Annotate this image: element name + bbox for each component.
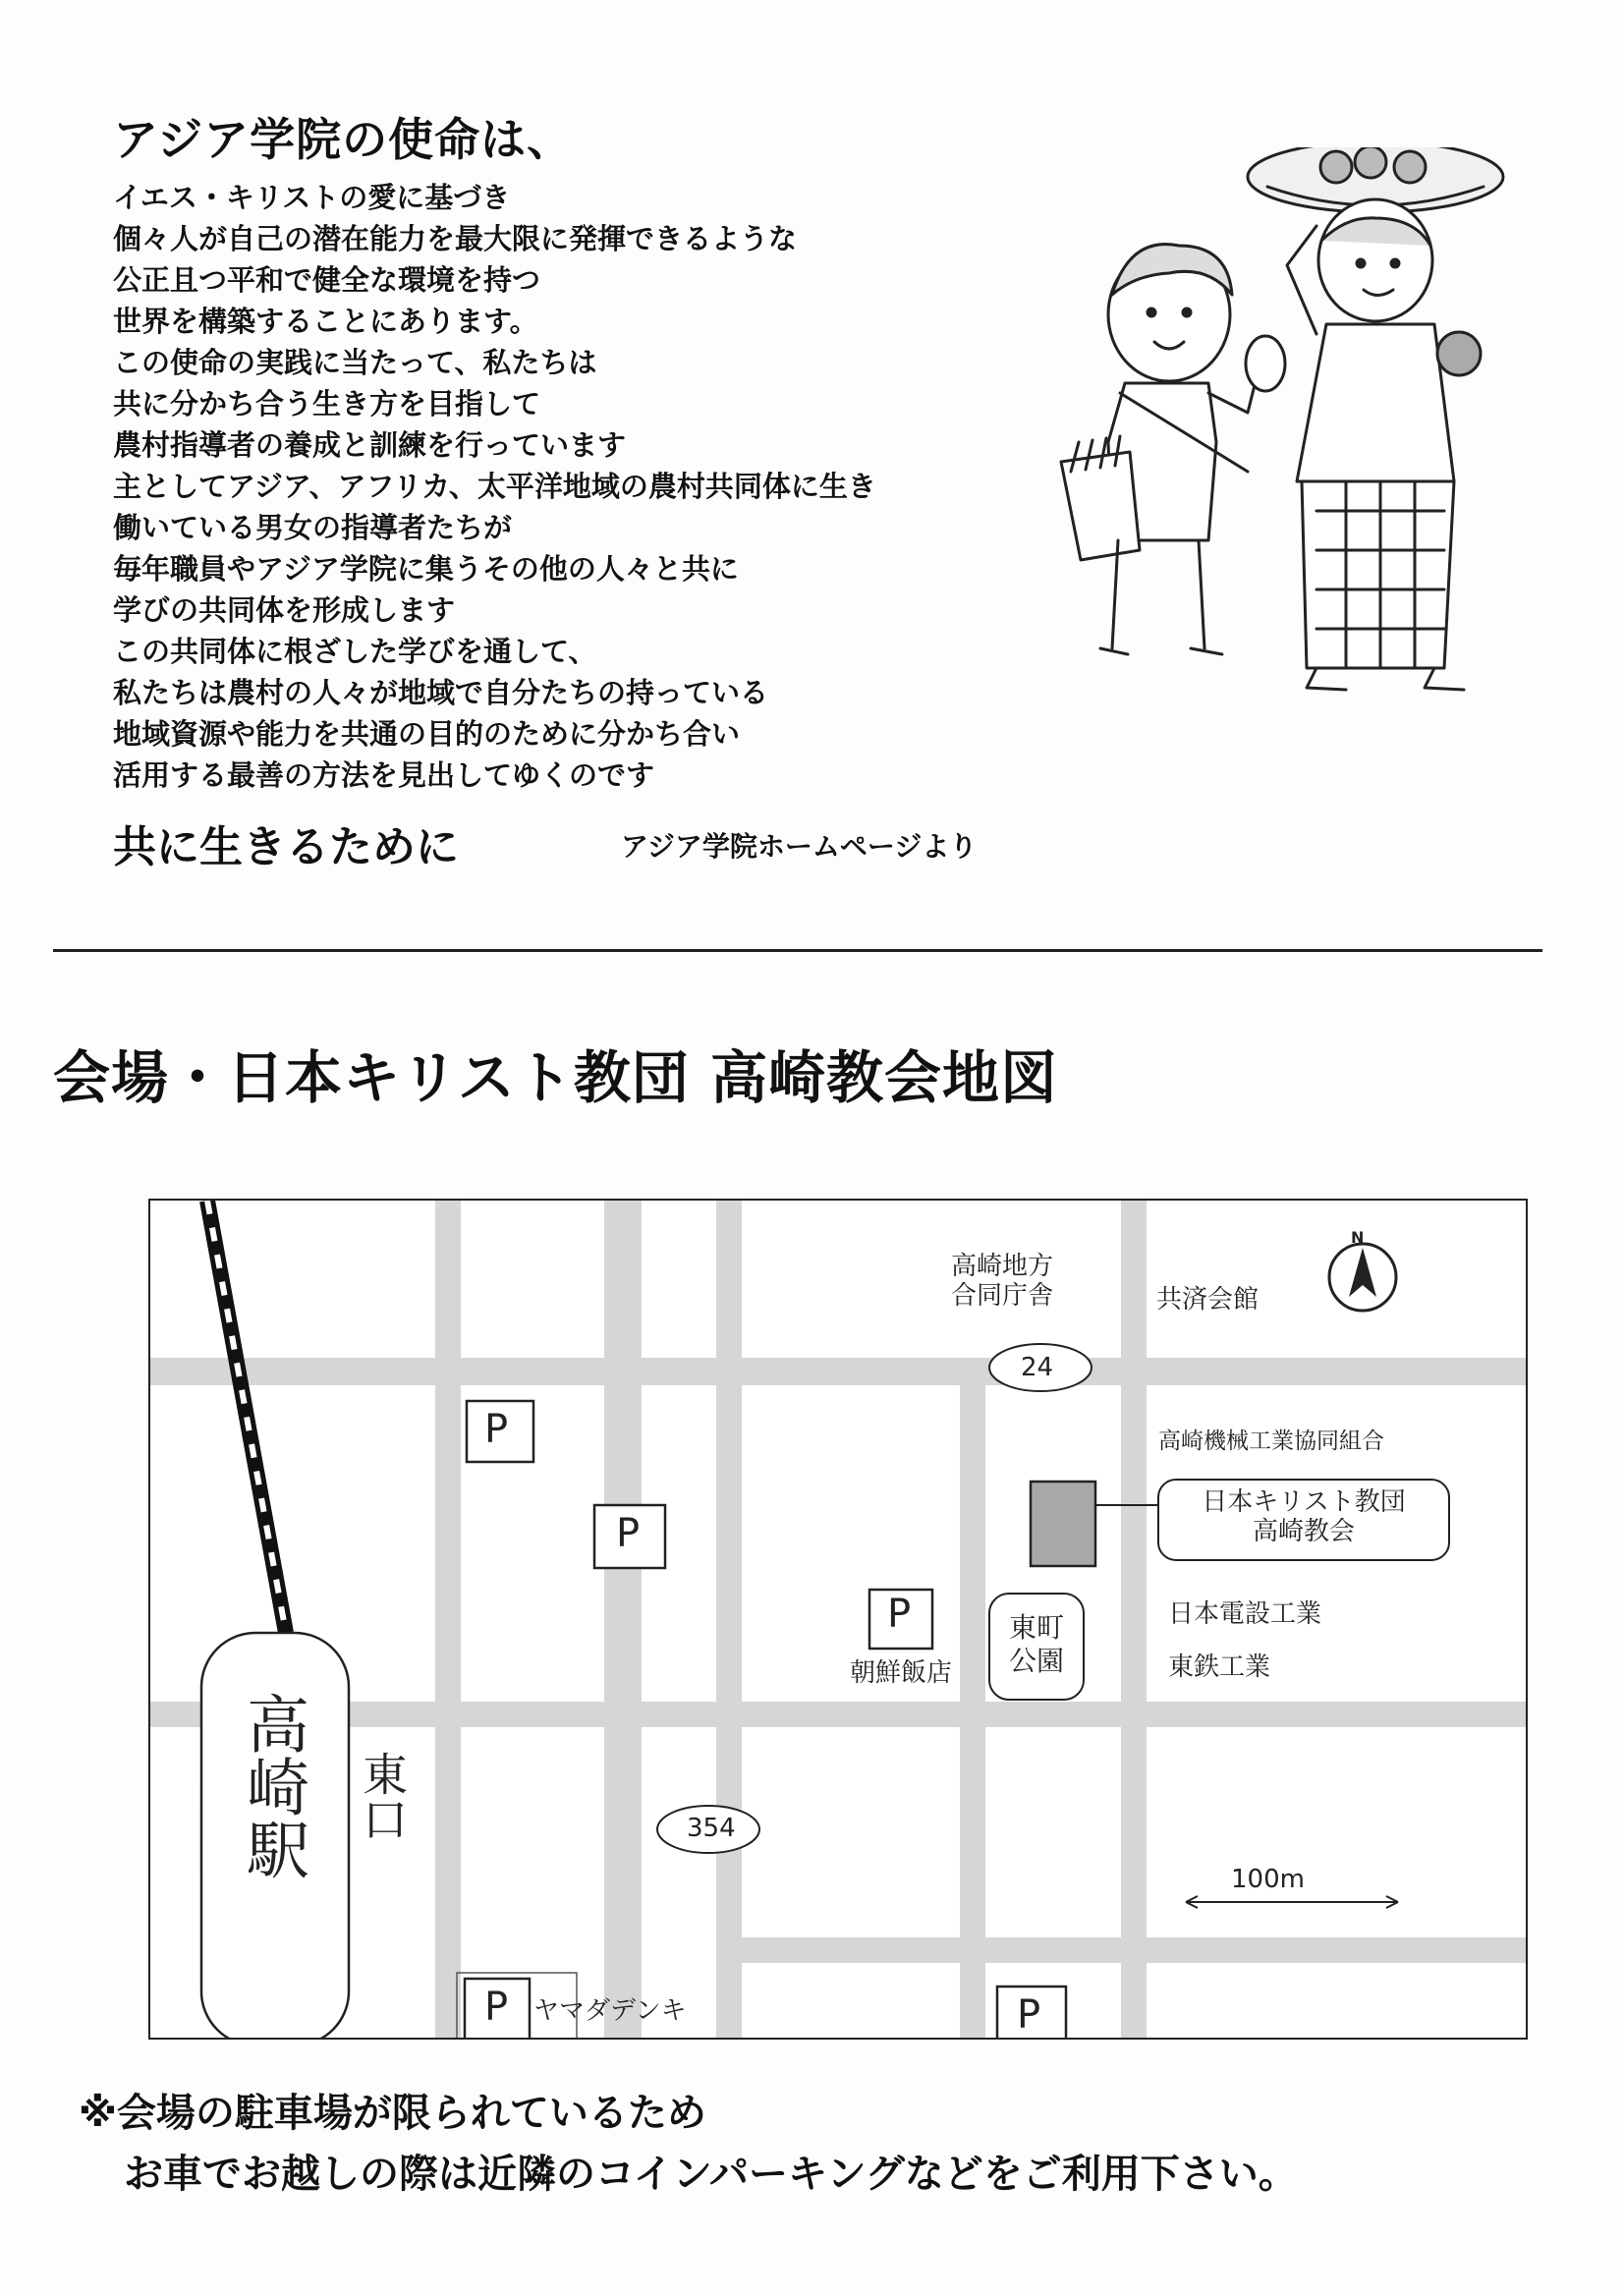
mission-line: この共同体に根ざした学びを通して、 bbox=[113, 635, 597, 668]
parking-note-line-2: お車でお越しの際は近隣のコインパーキングなどをご利用下さい。 bbox=[124, 2152, 1298, 2197]
label-densetsu: 日本電設工業 bbox=[1168, 1599, 1322, 1629]
mission-line: 地域資源や能力を共通の目的のために分かち合い bbox=[113, 717, 741, 751]
parking-marker: P bbox=[616, 1511, 641, 1556]
road-vertical-5 bbox=[1121, 1201, 1147, 2038]
scale-label: 100m bbox=[1231, 1865, 1305, 1894]
section-divider bbox=[53, 949, 1542, 952]
route-354-label: 354 bbox=[687, 1814, 736, 1843]
label-kikai-kumiai: 高崎機械工業協同組合 bbox=[1158, 1428, 1384, 1454]
mission-line: 活用する最善の方法を見出してゆくのです bbox=[113, 758, 655, 792]
mission-line: 世界を構築することにあります。 bbox=[113, 305, 538, 338]
road-vertical-4 bbox=[960, 1385, 985, 2038]
label-yamada-denki: ヤマダデンキ bbox=[533, 1996, 687, 2026]
mission-closing: 共に生きるために bbox=[113, 822, 459, 872]
label-restaurant: 朝鮮飯店 bbox=[850, 1658, 953, 1688]
north-arrow bbox=[1329, 1244, 1396, 1311]
label-takasaki-station: 高崎駅 bbox=[236, 1692, 308, 1880]
mission-line: 主としてアジア、アフリカ、太平洋地域の農村共同体に生き bbox=[113, 470, 876, 503]
mission-source: アジア学院ホームページより bbox=[621, 830, 978, 863]
parking-note-line-1: ※会場の駐車場が限られているため bbox=[79, 2091, 706, 2136]
label-church: 日本キリスト教団 高崎教会 bbox=[1202, 1487, 1406, 1546]
church-building bbox=[1031, 1482, 1095, 1566]
mission-line: 毎年職員やアジア学院に集うその他の人々と共に bbox=[113, 552, 739, 586]
mission-line: 公正且つ平和で健全な環境を持つ bbox=[113, 263, 541, 297]
mission-line: 個々人が自己の潜在能力を最大限に発揮できるような bbox=[113, 222, 798, 255]
road-route-24 bbox=[150, 1358, 1526, 1385]
road-vertical-354 bbox=[604, 1201, 642, 2038]
north-label: N bbox=[1351, 1228, 1365, 1247]
road-vertical-3 bbox=[716, 1201, 742, 2038]
label-totetsu: 東鉄工業 bbox=[1168, 1652, 1271, 1682]
mission-line: この使命の実践に当たって、私たちは bbox=[113, 346, 597, 379]
label-east-exit: 東口 bbox=[356, 1751, 409, 1841]
children-illustration bbox=[1022, 147, 1513, 707]
label-gov-office: 高崎地方 合同庁舎 bbox=[950, 1252, 1053, 1311]
parking-marker: P bbox=[887, 1592, 912, 1637]
mission-line: 私たちは農村の人々が地域で自分たちの持っている bbox=[113, 676, 769, 709]
label-park: 東町 公園 bbox=[1008, 1611, 1064, 1677]
parking-marker: P bbox=[1017, 1992, 1041, 2038]
mission-line: 働いている男女の指導者たちが bbox=[113, 511, 513, 544]
parking-marker: P bbox=[484, 1985, 509, 2030]
mission-heading: アジア学院の使命は、 bbox=[113, 113, 574, 166]
venue-map bbox=[148, 1199, 1528, 2040]
road-horizontal-mid bbox=[150, 1702, 1526, 1727]
mission-line: イエス・キリストの愛に基づき bbox=[113, 181, 511, 214]
mission-line: 農村指導者の養成と訓練を行っています bbox=[113, 428, 627, 462]
mission-line: 共に分かち合う生き方を目指して bbox=[113, 387, 541, 420]
mission-line: 学びの共同体を形成します bbox=[113, 593, 456, 627]
scale-bar bbox=[1186, 1896, 1398, 1908]
map-title: 会場・日本キリスト教団 高崎教会地図 bbox=[53, 1044, 1059, 1111]
route-24-label: 24 bbox=[1021, 1353, 1054, 1382]
parking-marker: P bbox=[484, 1407, 509, 1452]
railway-line bbox=[207, 1201, 286, 1633]
parking-note bbox=[79, 2083, 1298, 2205]
road-vertical-1 bbox=[435, 1201, 461, 2038]
mission-body bbox=[113, 177, 978, 796]
label-kyosai-kaikan: 共済会館 bbox=[1156, 1285, 1260, 1315]
